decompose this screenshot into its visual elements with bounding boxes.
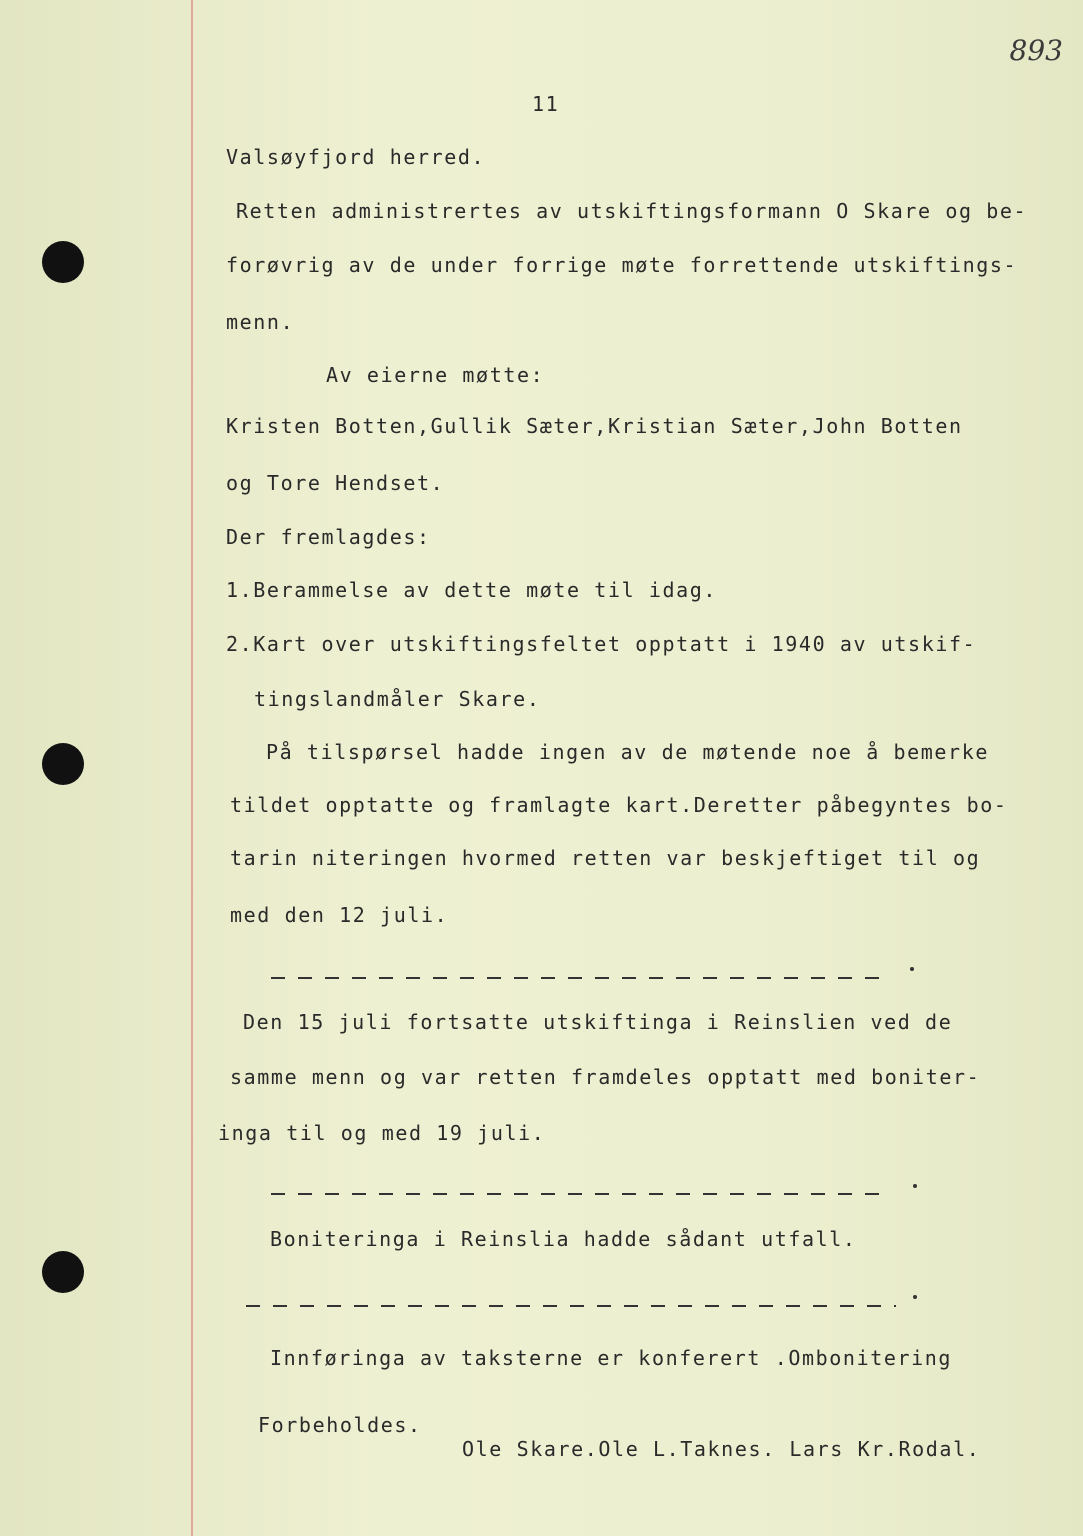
- signatures-line: Ole Skare.Ole L.Taknes. Lars Kr.Rodal.: [462, 1437, 981, 1461]
- text-line-5: Av eierne møtte:: [326, 363, 545, 387]
- text-line-2: Retten administrertes av utskiftingsformann O Skare og be-: [236, 199, 1028, 223]
- text-line-18: inga til og med 19 juli.: [218, 1121, 546, 1145]
- text-line-7: og Tore Hendset.: [226, 471, 445, 495]
- text-line-15: med den 12 juli.: [230, 903, 449, 927]
- text-line-11: tingslandmåler Skare.: [254, 687, 541, 711]
- margin-line: [191, 0, 193, 1536]
- punch-hole-bottom: [42, 1251, 84, 1293]
- text-line-1: Valsøyfjord herred.: [226, 145, 486, 169]
- separator-dot-3: [913, 1295, 917, 1299]
- punch-hole-middle: [42, 743, 84, 785]
- text-line-14: tarin niteringen hvormed retten var beskjeftiget til og: [230, 846, 981, 870]
- text-line-20: Innføringa av taksterne er konferert .Ombonitering: [270, 1346, 953, 1370]
- punch-hole-top: [42, 241, 84, 283]
- text-line-6: Kristen Botten,Gullik Sæter,Kristian Sæter,John Botten: [226, 414, 963, 438]
- text-line-9: 1.Berammelse av dette møte til idag.: [226, 578, 718, 602]
- text-line-19: Boniteringa i Reinslia hadde sådant utfall.: [270, 1227, 857, 1251]
- text-line-8: Der fremlagdes:: [226, 525, 431, 549]
- text-line-13: tildet opptatte og framlagte kart.Deretter påbegyntes bo-: [230, 793, 1008, 817]
- text-line-4: menn.: [226, 310, 295, 334]
- page-number: 11: [532, 92, 560, 116]
- separator-dashes-2: [271, 1193, 883, 1195]
- folio-stamp: 893: [1009, 34, 1063, 67]
- text-line-16: Den 15 juli fortsatte utskiftinga i Reinslien ved de: [243, 1010, 953, 1034]
- separator-dot-2: [913, 1184, 917, 1188]
- text-line-17: samme menn og var retten framdeles opptatt med boniter-: [230, 1065, 981, 1089]
- separator-dashes-3: [246, 1305, 896, 1307]
- text-line-12: På tilspørsel hadde ingen av de møtende noe å bemerke: [266, 740, 989, 764]
- text-line-3: forøvrig av de under forrige møte forrettende utskiftings-: [226, 253, 1018, 277]
- text-line-21: Forbeholdes.: [258, 1413, 422, 1437]
- text-line-10: 2.Kart over utskiftingsfeltet opptatt i 1940 av utskif-: [226, 632, 977, 656]
- separator-dashes-1: [271, 977, 883, 979]
- separator-dot-1: [910, 967, 914, 971]
